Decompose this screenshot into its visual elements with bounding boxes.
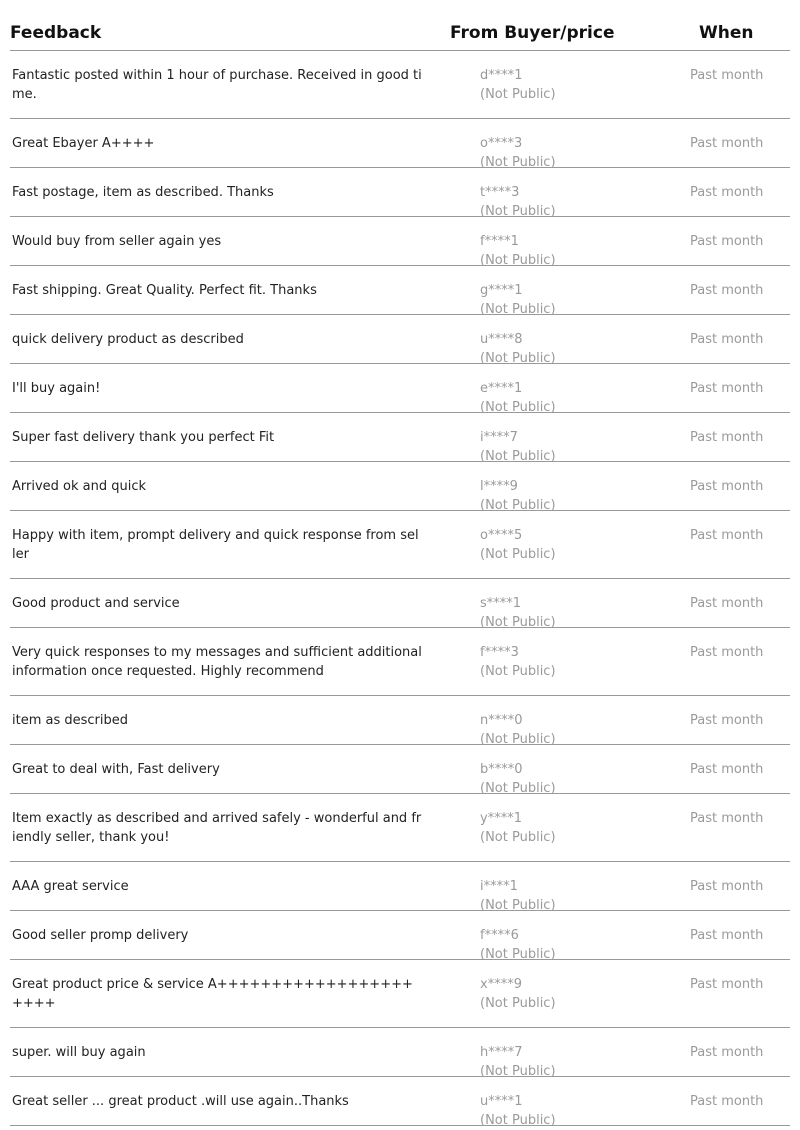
buyer-username: s****1 xyxy=(480,596,522,611)
price-privacy-label: (Not Public) xyxy=(480,204,556,219)
feedback-row xyxy=(10,1077,790,1126)
buyer-info xyxy=(480,183,556,221)
feedback-comment: quick delivery product as described xyxy=(12,332,244,347)
feedback-comment: Super fast delivery thank you perfect Fit xyxy=(12,430,275,445)
feedback-date: Past month xyxy=(690,68,764,83)
feedback-date: Past month xyxy=(690,430,764,445)
price-privacy-label: (Not Public) xyxy=(480,664,556,679)
price-privacy-label: (Not Public) xyxy=(480,996,556,1011)
feedback-row xyxy=(10,696,790,745)
price-privacy-label: (Not Public) xyxy=(480,155,556,170)
feedback-comment: item as described xyxy=(12,713,129,728)
price-privacy-label: (Not Public) xyxy=(480,87,556,102)
buyer-info xyxy=(480,926,556,964)
feedback-date: Past month xyxy=(690,528,764,543)
buyer-info xyxy=(480,809,556,847)
buyer-username: x****9 xyxy=(480,977,522,992)
feedback-comment: Good product and service xyxy=(12,596,180,611)
buyer-price-column-header: From Buyer/price xyxy=(450,23,615,43)
feedback-comment: AAA great service xyxy=(12,879,129,894)
feedback-row xyxy=(10,266,790,315)
price-privacy-label: (Not Public) xyxy=(480,615,556,630)
buyer-username: o****3 xyxy=(480,136,523,151)
feedback-row xyxy=(10,862,790,911)
feedback-date: Past month xyxy=(690,1045,764,1060)
buyer-username: e****1 xyxy=(480,381,523,396)
feedback-row xyxy=(10,364,790,413)
feedback-date: Past month xyxy=(690,879,764,894)
feedback-comment: Item exactly as described and arrived safely - wonderful and friendly seller, thank you! xyxy=(12,811,422,845)
buyer-info xyxy=(480,232,556,270)
buyer-username: y****1 xyxy=(480,811,522,826)
price-privacy-label: (Not Public) xyxy=(480,449,556,464)
buyer-username: f****6 xyxy=(480,928,519,943)
price-privacy-label: (Not Public) xyxy=(480,732,556,747)
price-privacy-label: (Not Public) xyxy=(480,1064,556,1079)
buyer-info xyxy=(480,379,556,417)
buyer-info xyxy=(480,643,556,681)
buyer-username: o****5 xyxy=(480,528,523,543)
price-privacy-label: (Not Public) xyxy=(480,947,556,962)
feedback-row xyxy=(10,745,790,794)
buyer-info xyxy=(480,877,556,915)
feedback-comment: Great Ebayer A++++ xyxy=(12,136,155,151)
buyer-username: g****1 xyxy=(480,283,523,298)
buyer-username: t****3 xyxy=(480,185,520,200)
feedback-comment: I'll buy again! xyxy=(12,381,101,396)
buyer-info xyxy=(480,428,556,466)
feedback-column-header: Feedback xyxy=(10,23,102,43)
feedback-comment: super. will buy again xyxy=(12,1045,146,1060)
price-privacy-label: (Not Public) xyxy=(480,830,556,845)
feedback-date: Past month xyxy=(690,332,764,347)
feedback-date: Past month xyxy=(690,762,764,777)
buyer-info xyxy=(480,477,556,515)
feedback-row xyxy=(10,628,790,696)
feedback-comment: Good seller promp delivery xyxy=(12,928,189,943)
feedback-table-header xyxy=(10,0,790,51)
buyer-info xyxy=(480,330,556,368)
feedback-date: Past month xyxy=(690,234,764,249)
price-privacy-label: (Not Public) xyxy=(480,547,556,562)
buyer-info xyxy=(480,66,556,104)
feedback-date: Past month xyxy=(690,596,764,611)
feedback-row xyxy=(10,511,790,579)
buyer-info xyxy=(480,526,556,564)
feedback-comment: Happy with item, prompt delivery and quick response from seller xyxy=(12,528,419,562)
buyer-username: u****1 xyxy=(480,1094,523,1109)
buyer-username: i****7 xyxy=(480,430,518,445)
buyer-username: u****8 xyxy=(480,332,523,347)
buyer-username: i****1 xyxy=(480,879,518,894)
buyer-username: f****1 xyxy=(480,234,519,249)
buyer-username: f****3 xyxy=(480,645,519,660)
feedback-date: Past month xyxy=(690,283,764,298)
feedback-list xyxy=(10,51,790,1126)
buyer-info xyxy=(480,1092,556,1130)
feedback-row xyxy=(10,911,790,960)
buyer-username: d****1 xyxy=(480,68,523,83)
feedback-comment: Great to deal with, Fast delivery xyxy=(12,762,220,777)
feedback-row xyxy=(10,1028,790,1077)
feedback-row xyxy=(10,51,790,119)
feedback-date: Past month xyxy=(690,645,764,660)
feedback-comment: Great seller ... great product .will use again..Thanks xyxy=(12,1094,349,1109)
feedback-row xyxy=(10,579,790,628)
price-privacy-label: (Not Public) xyxy=(480,351,556,366)
feedback-row xyxy=(10,960,790,1028)
buyer-info xyxy=(480,975,556,1013)
feedback-comment: Fantastic posted within 1 hour of purchase. Received in good time. xyxy=(12,68,422,102)
feedback-date: Past month xyxy=(690,811,764,826)
buyer-info xyxy=(480,594,556,632)
feedback-row xyxy=(10,462,790,511)
buyer-username: l****9 xyxy=(480,479,518,494)
buyer-info xyxy=(480,711,556,749)
feedback-comment: Fast shipping. Great Quality. Perfect fit. Thanks xyxy=(12,283,317,298)
feedback-date: Past month xyxy=(690,713,764,728)
feedback-row xyxy=(10,413,790,462)
feedback-date: Past month xyxy=(690,479,764,494)
feedback-date: Past month xyxy=(690,136,764,151)
feedback-row xyxy=(10,168,790,217)
feedback-comment: Arrived ok and quick xyxy=(12,479,147,494)
feedback-date: Past month xyxy=(690,1094,764,1109)
feedback-date: Past month xyxy=(690,928,764,943)
price-privacy-label: (Not Public) xyxy=(480,498,556,513)
feedback-row xyxy=(10,119,790,168)
buyer-info xyxy=(480,281,556,319)
buyer-info xyxy=(480,760,556,798)
feedback-row xyxy=(10,217,790,266)
when-column-header: When xyxy=(699,23,754,43)
feedback-comment: Would buy from seller again yes xyxy=(12,234,222,249)
buyer-username: n****0 xyxy=(480,713,523,728)
feedback-comment: Very quick responses to my messages and sufficient additional information once requested. Highly recommend xyxy=(12,645,422,679)
price-privacy-label: (Not Public) xyxy=(480,898,556,913)
feedback-row xyxy=(10,315,790,364)
feedback-date: Past month xyxy=(690,381,764,396)
price-privacy-label: (Not Public) xyxy=(480,400,556,415)
feedback-date: Past month xyxy=(690,977,764,992)
feedback-comment: Great product price & service A++++++++++++++++++++++ xyxy=(12,977,413,1011)
buyer-username: h****7 xyxy=(480,1045,523,1060)
buyer-info xyxy=(480,1043,556,1081)
feedback-date: Past month xyxy=(690,185,764,200)
buyer-username: b****0 xyxy=(480,762,523,777)
price-privacy-label: (Not Public) xyxy=(480,1113,556,1128)
feedback-comment: Fast postage, item as described. Thanks xyxy=(12,185,274,200)
price-privacy-label: (Not Public) xyxy=(480,302,556,317)
buyer-info xyxy=(480,134,556,172)
price-privacy-label: (Not Public) xyxy=(480,253,556,268)
feedback-row xyxy=(10,794,790,862)
price-privacy-label: (Not Public) xyxy=(480,781,556,796)
